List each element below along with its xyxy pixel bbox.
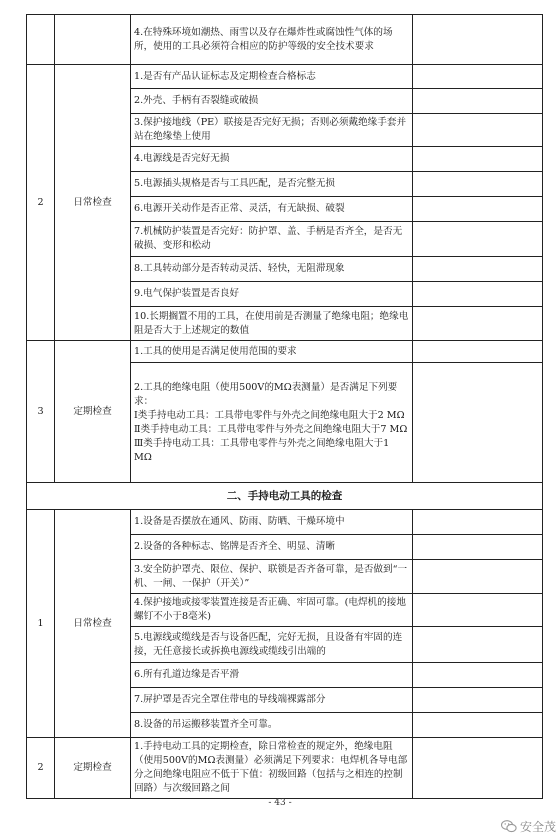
category-cell: 日常检查 xyxy=(55,65,131,341)
watermark-text: 安全茂 xyxy=(519,820,556,834)
check-item: 6.所有孔道边缘是否平滑 xyxy=(131,663,413,688)
check-item: 8.设备的吊运搬移装置齐全可靠。 xyxy=(131,713,413,738)
check-item: 5.电源插头规格是否与工具匹配，是否完整无损 xyxy=(131,172,413,197)
inspection-table xyxy=(26,14,543,799)
check-item: 7.机械防护装置是否完好：防护罩、盖、手柄是否齐全，是否无破损、变形和松动 xyxy=(131,222,413,257)
check-item: 5.电源线或缆线是否与设备匹配，完好无损，且设备有牢固的连接，无任意接长或拆换电源线或缆线引出端的 xyxy=(131,627,413,663)
check-item: 8.工具转动部分是否转动灵活、轻快，无阻滞现象 xyxy=(131,257,413,282)
check-item: 1.工具的使用是否满足使用范围的要求 xyxy=(131,341,413,363)
row-number: 1 xyxy=(27,510,55,738)
section-title: 二、手持电动工具的检查 xyxy=(27,483,543,510)
category-cell: 日常检查 xyxy=(55,510,131,738)
page-number: - 43 - xyxy=(268,798,292,808)
section-header-row xyxy=(27,483,543,510)
check-item: 1.是否有产品认证标志及定期检查合格标志 xyxy=(131,65,413,89)
row-number: 3 xyxy=(27,341,55,483)
check-item: 2.外壳、手柄有否裂缝或破损 xyxy=(131,89,413,114)
watermark xyxy=(501,818,556,835)
check-item: 1.手持电动工具的定期检查，除日常检查的规定外，绝缘电阻（使用500V的MΩ表测量）必须满足下列要求：电焊机各导电部分之间绝缘电阻应不低于下值：初级回路（包括与之相连的控制回路）与次级回路之间 xyxy=(131,738,413,799)
check-item: 3.保护接地线（PE）联接是否完好无损；否则必须戴绝缘手套并站在绝缘垫上使用 xyxy=(131,114,413,147)
check-item: 2.设备的各种标志、铭牌是否齐全、明显、清晰 xyxy=(131,535,413,560)
check-item: 4.在特殊环境如潮热、雨雪以及存在爆炸性或腐蚀性气体的场所，使用的工具必须符合相应的防护等级的安全技术要求 xyxy=(131,15,413,65)
table-row xyxy=(27,341,543,363)
table-row xyxy=(27,15,543,65)
check-item: 3.安全防护罩壳、限位、保护、联锁是否齐备可靠，是否做到“一机、一闸、一保护（开关）” xyxy=(131,560,413,594)
table-row xyxy=(27,65,543,89)
table-row xyxy=(27,738,543,799)
row-number: 2 xyxy=(27,738,55,799)
category-cell: 定期检查 xyxy=(55,341,131,483)
table-row xyxy=(27,510,543,535)
check-item: 6.电源开关动作是否正常、灵活，有无缺损、破裂 xyxy=(131,197,413,222)
category-cell: 定期检查 xyxy=(55,738,131,799)
check-item: 7.屏护罩是否完全罩住带电的导线端裸露部分 xyxy=(131,688,413,713)
document-page xyxy=(26,14,542,799)
check-item: 4.电源线是否完好无损 xyxy=(131,147,413,172)
check-item: 10.长期搁置不用的工具，在使用前是否测量了绝缘电阻；绝缘电阻是否大于上述规定的数值 xyxy=(131,307,413,341)
wechat-icon xyxy=(501,820,517,833)
row-number: 2 xyxy=(27,65,55,341)
check-item: 4.保护接地或接零装置连接是否正确、牢固可靠。(电焊机的接地螺钉不小于8毫米) xyxy=(131,594,413,627)
check-item: 2.工具的绝缘电阻（使用500V的MΩ表测量）是否满足下列要求： Ⅰ类手持电动工具：工具带电零件与外壳之间绝缘电阻大于2 MΩ Ⅱ类手持电动工具：工具带电零件与外壳之间绝缘电阻大于7 MΩ Ⅲ类手持电动工具：工具带电零件与外壳之间绝缘电阻大于1 MΩ xyxy=(131,363,413,483)
check-item: 1.设备是否摆放在通风、防雨、防晒、干燥环境中 xyxy=(131,510,413,535)
check-item: 9.电气保护装置是否良好 xyxy=(131,282,413,307)
